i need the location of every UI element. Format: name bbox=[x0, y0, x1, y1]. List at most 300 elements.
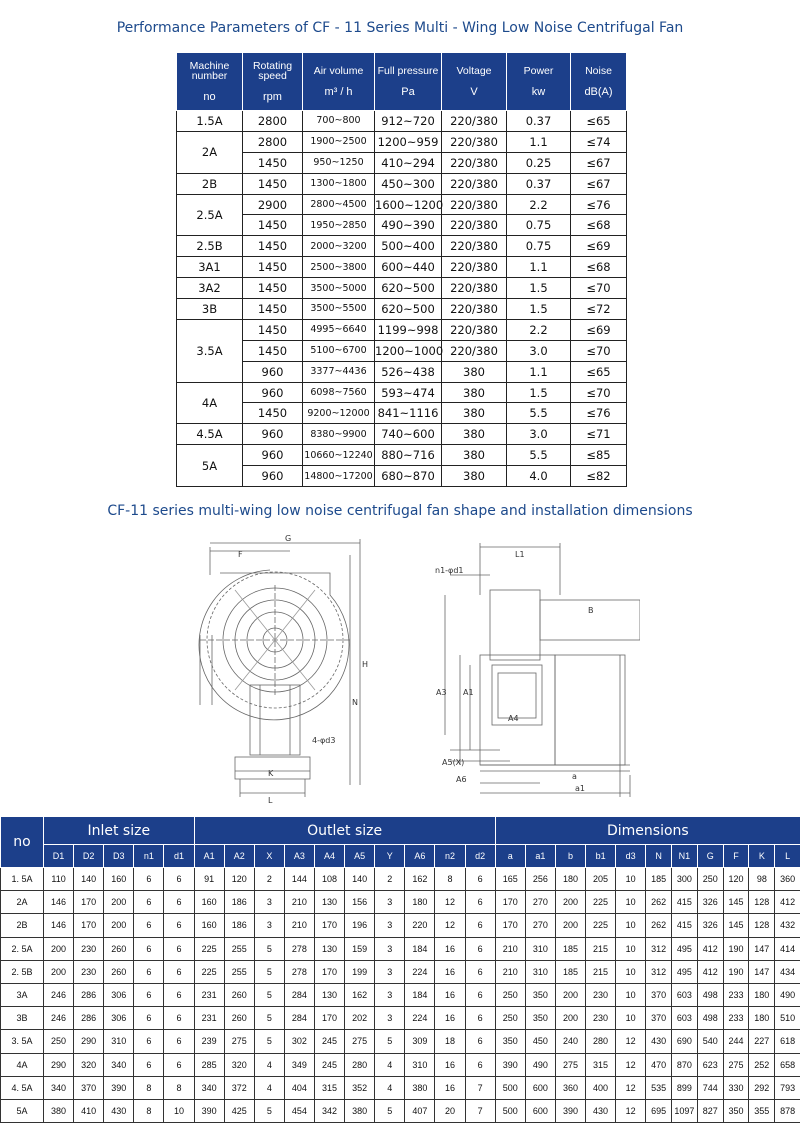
dim-cell: 210 bbox=[284, 891, 314, 914]
dim-group-header-2: Dimensions bbox=[495, 817, 800, 845]
dim-cell: 412 bbox=[697, 937, 723, 960]
dim-col-header-a: a bbox=[495, 845, 525, 868]
perf-cell: 1450 bbox=[243, 236, 303, 257]
dim-cell: 5 bbox=[254, 1099, 284, 1122]
dim-cell: 255 bbox=[224, 937, 254, 960]
dim-cell: 600 bbox=[525, 1076, 555, 1099]
dim-cell: 220 bbox=[405, 914, 435, 937]
dim-cell: 302 bbox=[284, 1030, 314, 1053]
dim-cell: 4 bbox=[375, 1076, 405, 1099]
perf-cell: 1.5 bbox=[507, 382, 571, 403]
dim-cell: 120 bbox=[723, 868, 749, 891]
perf-header-name: Rotating speed bbox=[252, 59, 293, 82]
dim-cell: 200 bbox=[555, 1007, 585, 1030]
dim-cell: 285 bbox=[194, 1053, 224, 1076]
dim-cell: 262 bbox=[646, 891, 672, 914]
dim-cell: 414 bbox=[775, 937, 800, 960]
dim-cell: 6 bbox=[465, 1030, 495, 1053]
dim-cell: 5 bbox=[254, 960, 284, 983]
dim-cell: 4 bbox=[254, 1053, 284, 1076]
dim-cell: 180 bbox=[555, 868, 585, 891]
dim-cell: 196 bbox=[345, 914, 375, 937]
dim-cell: 16 bbox=[435, 1076, 465, 1099]
dim-cell: 658 bbox=[775, 1053, 800, 1076]
dim-cell: 6 bbox=[134, 937, 164, 960]
machine-number: 4A bbox=[177, 382, 243, 424]
perf-header-unit: no bbox=[203, 90, 216, 103]
perf-cell: 1450 bbox=[243, 257, 303, 278]
perf-cell: 1450 bbox=[243, 299, 303, 320]
dim-cell: 470 bbox=[646, 1053, 672, 1076]
perf-cell: 220/380 bbox=[442, 152, 507, 173]
dim-cell: 6 bbox=[164, 983, 194, 1006]
dim-cell: 146 bbox=[44, 914, 74, 937]
dim-cell: 270 bbox=[525, 914, 555, 937]
dim-cell: 3 bbox=[254, 891, 284, 914]
dim-cell: 8 bbox=[435, 868, 465, 891]
dim-cell: 227 bbox=[749, 1030, 775, 1053]
dim-cell: 510 bbox=[775, 1007, 800, 1030]
perf-cell: 3.0 bbox=[507, 340, 571, 361]
dim-cell: 6 bbox=[134, 960, 164, 983]
perf-cell: ≤69 bbox=[571, 319, 627, 340]
dim-col-header-L: L bbox=[775, 845, 800, 868]
perf-cell: ≤74 bbox=[571, 131, 627, 152]
dim-cell: 300 bbox=[672, 868, 698, 891]
label-K: K bbox=[268, 769, 274, 778]
perf-cell: 4.0 bbox=[507, 466, 571, 487]
dim-cell: 6 bbox=[164, 914, 194, 937]
dim-col-header-D1: D1 bbox=[44, 845, 74, 868]
perf-cell: 8380~9900 bbox=[303, 424, 375, 445]
dim-cell: 6 bbox=[465, 1007, 495, 1030]
perf-cell: 1.5 bbox=[507, 278, 571, 299]
perf-cell: 14800~17200 bbox=[303, 466, 375, 487]
dim-cell: 12 bbox=[435, 891, 465, 914]
dim-cell: 225 bbox=[194, 937, 224, 960]
dim-cell: 184 bbox=[405, 937, 435, 960]
label-L1: L1 bbox=[515, 550, 525, 559]
dim-cell: 6 bbox=[465, 914, 495, 937]
perf-cell: ≤65 bbox=[571, 111, 627, 132]
dim-cell: 390 bbox=[104, 1076, 134, 1099]
dim-cell: 878 bbox=[775, 1099, 800, 1122]
machine-number: 2B bbox=[177, 173, 243, 194]
dim-cell: 185 bbox=[555, 937, 585, 960]
dim-cell: 425 bbox=[224, 1099, 254, 1122]
perf-header-name: Machine number bbox=[189, 59, 230, 82]
dim-cell: 603 bbox=[672, 983, 698, 1006]
perf-cell: 2.2 bbox=[507, 319, 571, 340]
dim-cell: 330 bbox=[723, 1076, 749, 1099]
perf-cell: ≤76 bbox=[571, 194, 627, 215]
dim-cell: 744 bbox=[697, 1076, 723, 1099]
perf-cell: 1.1 bbox=[507, 131, 571, 152]
dim-cell: 5 bbox=[375, 1030, 405, 1053]
dim-col-header-d1: d1 bbox=[164, 845, 194, 868]
perf-cell: ≤82 bbox=[571, 466, 627, 487]
dim-group-header-0: Inlet size bbox=[44, 817, 195, 845]
dim-cell: 20 bbox=[435, 1099, 465, 1122]
dim-model: 2. 5B bbox=[1, 960, 44, 983]
perf-row bbox=[177, 424, 627, 445]
dim-cell: 170 bbox=[314, 960, 344, 983]
dim-cell: 160 bbox=[104, 868, 134, 891]
dim-cell: 210 bbox=[284, 914, 314, 937]
dim-cell: 12 bbox=[616, 1030, 646, 1053]
label-B: B bbox=[588, 606, 594, 615]
dim-cell: 415 bbox=[672, 891, 698, 914]
dim-cell: 8 bbox=[134, 1076, 164, 1099]
perf-header-name: Voltage bbox=[456, 64, 492, 77]
dim-cell: 230 bbox=[586, 983, 616, 1006]
dim-cell: 12 bbox=[616, 1076, 646, 1099]
dim-cell: 210 bbox=[495, 937, 525, 960]
perf-cell: 1450 bbox=[243, 319, 303, 340]
label-a: a bbox=[572, 772, 577, 781]
perf-cell: 220/380 bbox=[442, 299, 507, 320]
dim-cell: 292 bbox=[749, 1076, 775, 1099]
dim-cell: 450 bbox=[525, 1030, 555, 1053]
dim-cell: 12 bbox=[616, 1099, 646, 1122]
perf-cell: 2800 bbox=[243, 131, 303, 152]
dim-cell: 225 bbox=[194, 960, 224, 983]
dim-cell: 432 bbox=[775, 914, 800, 937]
dim-model: 2B bbox=[1, 914, 44, 937]
machine-number: 5A bbox=[177, 445, 243, 487]
dim-header-no: no bbox=[1, 817, 44, 868]
machine-number: 3A2 bbox=[177, 278, 243, 299]
dim-cell: 6 bbox=[134, 983, 164, 1006]
dim-model: 3B bbox=[1, 1007, 44, 1030]
perf-cell: ≤85 bbox=[571, 445, 627, 466]
perf-cell: 0.75 bbox=[507, 215, 571, 236]
dim-cell: 284 bbox=[284, 983, 314, 1006]
perf-header-2 bbox=[303, 53, 375, 111]
perf-cell: 960 bbox=[243, 424, 303, 445]
dim-cell: 170 bbox=[74, 914, 104, 937]
label-H: H bbox=[362, 660, 369, 669]
dim-cell: 370 bbox=[646, 1007, 672, 1030]
dim-cell: 350 bbox=[525, 983, 555, 1006]
dim-cell: 144 bbox=[284, 868, 314, 891]
dim-col-header-N1: N1 bbox=[672, 845, 698, 868]
dim-cell: 16 bbox=[435, 1007, 465, 1030]
perf-header-6 bbox=[571, 53, 627, 111]
label-A5: A5(X) bbox=[442, 758, 465, 767]
dim-cell: 260 bbox=[224, 983, 254, 1006]
performance-title: Performance Parameters of CF - 11 Series Multi - Wing Low Noise Centrifugal Fan bbox=[116, 20, 684, 36]
dim-cell: 340 bbox=[104, 1053, 134, 1076]
dim-row bbox=[1, 1030, 800, 1053]
perf-cell: 380 bbox=[442, 361, 507, 382]
dim-cell: 342 bbox=[314, 1099, 344, 1122]
perf-cell: 3377~4436 bbox=[303, 361, 375, 382]
dim-cell: 10 bbox=[616, 937, 646, 960]
perf-cell: 2.2 bbox=[507, 194, 571, 215]
dim-cell: 326 bbox=[697, 891, 723, 914]
dim-cell: 500 bbox=[495, 1099, 525, 1122]
dim-cell: 355 bbox=[749, 1099, 775, 1122]
dim-cell: 108 bbox=[314, 868, 344, 891]
label-n1: n1-φd1 bbox=[435, 566, 464, 575]
dim-cell: 145 bbox=[723, 914, 749, 937]
dim-col-header-G: G bbox=[697, 845, 723, 868]
dim-cell: 490 bbox=[775, 983, 800, 1006]
perf-cell: 960 bbox=[243, 382, 303, 403]
perf-cell: 3500~5500 bbox=[303, 299, 375, 320]
perf-cell: 2800 bbox=[243, 111, 303, 132]
dim-cell: 309 bbox=[405, 1030, 435, 1053]
dim-cell: 190 bbox=[723, 960, 749, 983]
dim-cell: 284 bbox=[284, 1007, 314, 1030]
label-N: N bbox=[352, 698, 358, 707]
dim-cell: 290 bbox=[74, 1030, 104, 1053]
dim-cell: 350 bbox=[495, 1030, 525, 1053]
perf-cell: 1.1 bbox=[507, 361, 571, 382]
dim-cell: 275 bbox=[555, 1053, 585, 1076]
dim-cell: 3 bbox=[375, 1007, 405, 1030]
perf-cell: 2000~3200 bbox=[303, 236, 375, 257]
dim-cell: 245 bbox=[314, 1053, 344, 1076]
perf-cell: 0.25 bbox=[507, 152, 571, 173]
label-A3: A3 bbox=[436, 688, 447, 697]
dim-cell: 10 bbox=[616, 868, 646, 891]
dim-cell: 170 bbox=[314, 914, 344, 937]
dim-cell: 540 bbox=[697, 1030, 723, 1053]
dim-cell: 200 bbox=[104, 891, 134, 914]
perf-cell: 1200~1000 bbox=[375, 340, 442, 361]
dim-cell: 215 bbox=[586, 937, 616, 960]
perf-cell: 950~1250 bbox=[303, 152, 375, 173]
dim-cell: 430 bbox=[104, 1099, 134, 1122]
dim-cell: 6 bbox=[134, 1007, 164, 1030]
dim-cell: 130 bbox=[314, 891, 344, 914]
perf-cell: 1900~2500 bbox=[303, 131, 375, 152]
perf-cell: 680~870 bbox=[375, 466, 442, 487]
dim-cell: 186 bbox=[224, 891, 254, 914]
dim-cell: 286 bbox=[74, 983, 104, 1006]
machine-number: 2.5A bbox=[177, 194, 243, 236]
dim-cell: 6 bbox=[164, 1030, 194, 1053]
perf-cell: 1450 bbox=[243, 173, 303, 194]
dimensions-title: CF-11 series multi-wing low noise centrifugal fan shape and installation dimensions bbox=[107, 503, 693, 519]
dim-cell: 899 bbox=[672, 1076, 698, 1099]
perf-row bbox=[177, 319, 627, 340]
dim-cell: 199 bbox=[345, 960, 375, 983]
machine-number: 3B bbox=[177, 299, 243, 320]
dim-cell: 2 bbox=[254, 868, 284, 891]
perf-row bbox=[177, 111, 627, 132]
dim-cell: 130 bbox=[314, 983, 344, 1006]
dim-cell: 490 bbox=[525, 1053, 555, 1076]
perf-cell: 220/380 bbox=[442, 278, 507, 299]
dim-row bbox=[1, 937, 800, 960]
dim-cell: 5 bbox=[254, 983, 284, 1006]
dim-cell: 278 bbox=[284, 937, 314, 960]
perf-cell: 1.5 bbox=[507, 299, 571, 320]
perf-row bbox=[177, 236, 627, 257]
perf-cell: ≤71 bbox=[571, 424, 627, 445]
dim-cell: 3 bbox=[375, 914, 405, 937]
dim-col-header-Y: Y bbox=[375, 845, 405, 868]
perf-cell: 1450 bbox=[243, 152, 303, 173]
perf-cell: 220/380 bbox=[442, 131, 507, 152]
dim-cell: 10 bbox=[164, 1099, 194, 1122]
dim-row bbox=[1, 1053, 800, 1076]
label-A6: A6 bbox=[456, 775, 467, 784]
dim-cell: 215 bbox=[586, 960, 616, 983]
dim-cell: 6 bbox=[465, 868, 495, 891]
dim-cell: 205 bbox=[586, 868, 616, 891]
dim-cell: 200 bbox=[104, 914, 134, 937]
dim-cell: 340 bbox=[44, 1076, 74, 1099]
dim-cell: 310 bbox=[405, 1053, 435, 1076]
dim-cell: 6 bbox=[465, 983, 495, 1006]
dim-cell: 202 bbox=[345, 1007, 375, 1030]
dim-cell: 370 bbox=[74, 1076, 104, 1099]
dim-cell: 255 bbox=[224, 960, 254, 983]
perf-cell: ≤76 bbox=[571, 403, 627, 424]
dim-col-header-b1: b1 bbox=[586, 845, 616, 868]
dim-col-header-n2: n2 bbox=[435, 845, 465, 868]
perf-cell: 2800~4500 bbox=[303, 194, 375, 215]
dim-row bbox=[1, 914, 800, 937]
dim-cell: 3 bbox=[375, 891, 405, 914]
perf-header-4 bbox=[442, 53, 507, 111]
perf-cell: 600~440 bbox=[375, 257, 442, 278]
dim-cell: 128 bbox=[749, 914, 775, 937]
perf-cell: 5100~6700 bbox=[303, 340, 375, 361]
dim-cell: 147 bbox=[749, 937, 775, 960]
perf-cell: 220/380 bbox=[442, 173, 507, 194]
perf-row bbox=[177, 173, 627, 194]
dim-col-header-D2: D2 bbox=[74, 845, 104, 868]
dim-cell: 200 bbox=[555, 914, 585, 937]
dim-cell: 6 bbox=[465, 891, 495, 914]
dim-cell: 320 bbox=[224, 1053, 254, 1076]
dim-col-header-A6: A6 bbox=[405, 845, 435, 868]
dim-cell: 230 bbox=[586, 1007, 616, 1030]
perf-cell: 6098~7560 bbox=[303, 382, 375, 403]
dim-row bbox=[1, 891, 800, 914]
perf-cell: 593~474 bbox=[375, 382, 442, 403]
dim-cell: 280 bbox=[586, 1030, 616, 1053]
label-a1: a1 bbox=[575, 784, 585, 793]
dim-cell: 2 bbox=[375, 868, 405, 891]
dim-cell: 170 bbox=[74, 891, 104, 914]
dim-model: 2A bbox=[1, 891, 44, 914]
perf-cell: 0.75 bbox=[507, 236, 571, 257]
dim-cell: 7 bbox=[465, 1099, 495, 1122]
perf-header-unit: rpm bbox=[263, 90, 282, 103]
label-L: L bbox=[268, 796, 273, 805]
dim-cell: 827 bbox=[697, 1099, 723, 1122]
perf-cell: 0.37 bbox=[507, 173, 571, 194]
perf-cell: 380 bbox=[442, 445, 507, 466]
dim-cell: 120 bbox=[224, 868, 254, 891]
dim-row bbox=[1, 1099, 800, 1122]
perf-header-name: Noise bbox=[585, 64, 612, 77]
dim-row bbox=[1, 1007, 800, 1030]
dim-cell: 233 bbox=[723, 983, 749, 1006]
perf-cell: 380 bbox=[442, 382, 507, 403]
dim-cell: 340 bbox=[194, 1076, 224, 1099]
perf-cell: 0.37 bbox=[507, 111, 571, 132]
installation-drawing bbox=[180, 535, 640, 810]
dim-cell: 623 bbox=[697, 1053, 723, 1076]
dim-cell: 165 bbox=[495, 868, 525, 891]
dim-cell: 5 bbox=[375, 1099, 405, 1122]
dim-cell: 185 bbox=[555, 960, 585, 983]
machine-number: 1.5A bbox=[177, 111, 243, 132]
perf-cell: 490~390 bbox=[375, 215, 442, 236]
perf-cell: 220/380 bbox=[442, 257, 507, 278]
perf-cell: 3500~5000 bbox=[303, 278, 375, 299]
dim-cell: 404 bbox=[284, 1076, 314, 1099]
dim-cell: 412 bbox=[697, 960, 723, 983]
machine-number: 2.5B bbox=[177, 236, 243, 257]
perf-cell: 410~294 bbox=[375, 152, 442, 173]
perf-cell: ≤70 bbox=[571, 340, 627, 361]
perf-cell: ≤67 bbox=[571, 152, 627, 173]
dim-cell: 170 bbox=[495, 914, 525, 937]
dim-model: 3. 5A bbox=[1, 1030, 44, 1053]
dim-cell: 160 bbox=[194, 914, 224, 937]
dim-cell: 240 bbox=[555, 1030, 585, 1053]
perf-cell: 2900 bbox=[243, 194, 303, 215]
perf-cell: 450~300 bbox=[375, 173, 442, 194]
dim-cell: 5 bbox=[254, 937, 284, 960]
dim-cell: 352 bbox=[345, 1076, 375, 1099]
perf-cell: ≤67 bbox=[571, 173, 627, 194]
perf-cell: 2500~3800 bbox=[303, 257, 375, 278]
perf-cell: ≤68 bbox=[571, 257, 627, 278]
perf-header-3 bbox=[375, 53, 442, 111]
perf-cell: 1199~998 bbox=[375, 319, 442, 340]
dim-cell: 145 bbox=[723, 891, 749, 914]
perf-cell: ≤69 bbox=[571, 236, 627, 257]
dim-col-header-D3: D3 bbox=[104, 845, 134, 868]
dim-cell: 186 bbox=[224, 914, 254, 937]
perf-cell: 9200~12000 bbox=[303, 403, 375, 424]
perf-header-name: Power bbox=[523, 64, 554, 77]
dim-cell: 495 bbox=[672, 937, 698, 960]
dim-cell: 278 bbox=[284, 960, 314, 983]
perf-cell: 1200~959 bbox=[375, 131, 442, 152]
dim-cell: 6 bbox=[164, 891, 194, 914]
dim-row bbox=[1, 983, 800, 1006]
dim-cell: 230 bbox=[74, 960, 104, 983]
dim-cell: 246 bbox=[44, 1007, 74, 1030]
perf-cell: 620~500 bbox=[375, 299, 442, 320]
dim-col-header-X: X bbox=[254, 845, 284, 868]
dim-col-header-b: b bbox=[555, 845, 585, 868]
perf-cell: 1450 bbox=[243, 278, 303, 299]
dim-cell: 6 bbox=[465, 937, 495, 960]
dim-cell: 407 bbox=[405, 1099, 435, 1122]
dim-cell: 6 bbox=[164, 1053, 194, 1076]
dim-cell: 200 bbox=[555, 891, 585, 914]
perf-cell: ≤70 bbox=[571, 382, 627, 403]
dim-col-header-d2: d2 bbox=[465, 845, 495, 868]
dim-row bbox=[1, 868, 800, 891]
dim-col-header-A1: A1 bbox=[194, 845, 224, 868]
perf-row bbox=[177, 403, 627, 424]
dim-cell: 156 bbox=[345, 891, 375, 914]
dim-cell: 312 bbox=[646, 937, 672, 960]
dim-cell: 250 bbox=[495, 1007, 525, 1030]
